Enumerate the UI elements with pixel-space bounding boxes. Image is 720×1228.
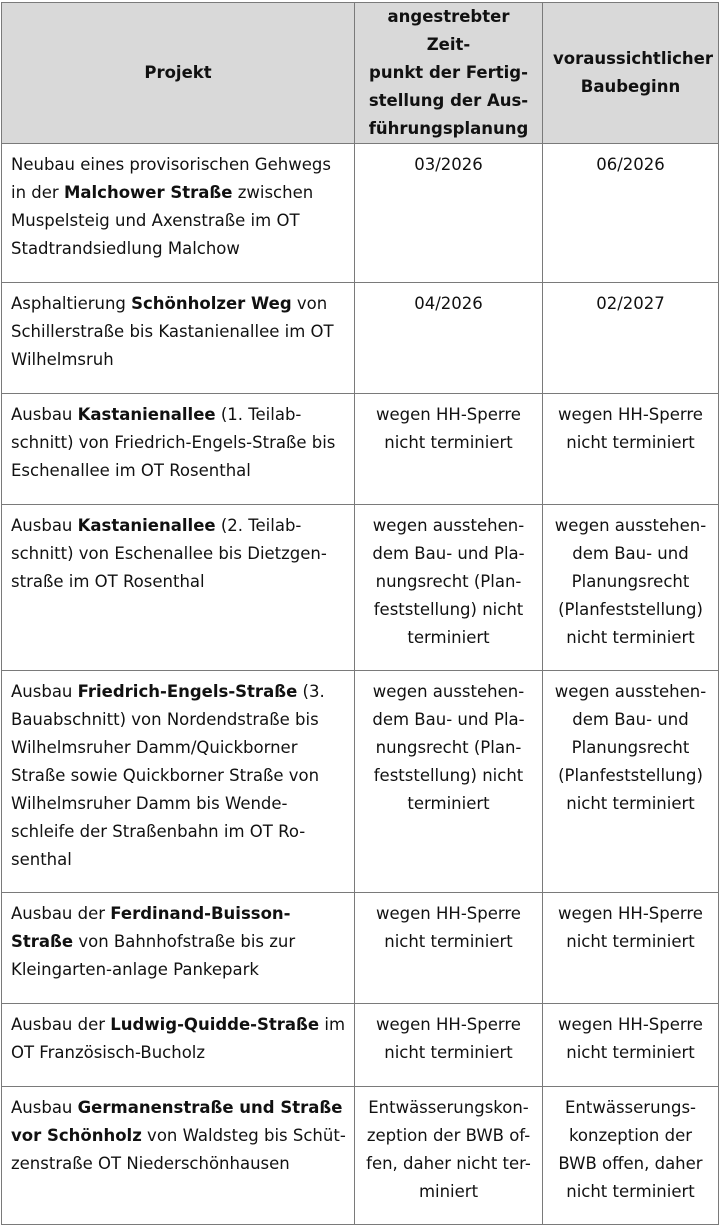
completion-cell: wegen HH-Sperre nicht terminiert [355, 394, 543, 505]
construction-cell: Entwässerungs-konzeption der BWB offen, daher nicht terminiert [543, 1087, 719, 1225]
header-project: Projekt [2, 3, 355, 144]
street-name: Ludwig-Quidde-Straße [110, 1015, 320, 1034]
completion-cell: Entwässerungskon-zeption der BWB of-fen, daher nicht ter-miniert [355, 1087, 543, 1225]
street-name: Ferdinand-Buisson-Straße [11, 904, 291, 951]
construction-cell: wegen HH-Sperre nicht terminiert [543, 1004, 719, 1087]
project-cell: Ausbau Kastanienallee (1. Teilab-schnitt) von Friedrich-Engels-Straße bis Eschenallee im OT Rosenthal [2, 394, 355, 505]
header-construction: voraussichtlicher Baubeginn [543, 3, 719, 144]
table-row [2, 1004, 719, 1087]
project-cell: Ausbau der Ferdinand-Buisson-Straße von Bahnhofstraße bis zur Kleingarten-anlage Pankepark [2, 893, 355, 1004]
construction-cell: 06/2026 [543, 144, 719, 283]
project-cell: Ausbau Friedrich-Engels-Straße (3. Bauabschnitt) von Nordendstraße bis Wilhelmsruher Damm/Quickborner Straße sowie Quickborner Straße von Wilhelmsruher Damm bis Wende-schleife der Straßenbahn im OT Ro-senthal [2, 671, 355, 893]
project-cell: Ausbau Kastanienallee (2. Teilab-schnitt) von Eschenallee bis Dietzgen-straße im OT Rosenthal [2, 505, 355, 671]
table-row [2, 893, 719, 1004]
table-row [2, 144, 719, 283]
street-name: Kastanienallee [77, 405, 216, 424]
table-row [2, 394, 719, 505]
header-row [2, 3, 719, 144]
completion-cell: wegen HH-Sperre nicht terminiert [355, 893, 543, 1004]
construction-cell: 02/2027 [543, 283, 719, 394]
project-cell: Neubau eines provisorischen Gehwegs in der Malchower Straße zwischen Muspelsteig und Axenstraße im OT Stadtrandsiedlung Malchow [2, 144, 355, 283]
completion-cell: wegen HH-Sperre nicht terminiert [355, 1004, 543, 1087]
street-name: Friedrich-Engels-Straße [77, 682, 298, 701]
table-row [2, 1087, 719, 1225]
table-row [2, 505, 719, 671]
construction-cell: wegen ausstehen-dem Bau- und Planungsrecht (Planfeststellung) nicht terminiert [543, 505, 719, 671]
street-name: Kastanienallee [77, 516, 216, 535]
project-cell: Asphaltierung Schönholzer Weg von Schillerstraße bis Kastanienallee im OT Wilhelmsruh [2, 283, 355, 394]
completion-cell: 04/2026 [355, 283, 543, 394]
construction-cell: wegen ausstehen-dem Bau- und Planungsrecht (Planfeststellung) nicht terminiert [543, 671, 719, 893]
completion-cell: 03/2026 [355, 144, 543, 283]
projects-table [1, 2, 719, 1225]
construction-cell: wegen HH-Sperre nicht terminiert [543, 893, 719, 1004]
completion-cell: wegen ausstehen-dem Bau- und Pla-nungsrecht (Plan-feststellung) nicht terminiert [355, 505, 543, 671]
project-cell: Ausbau der Ludwig-Quidde-Straße im OT Französisch-Bucholz [2, 1004, 355, 1087]
completion-cell: wegen ausstehen-dem Bau- und Pla-nungsrecht (Plan-feststellung) nicht terminiert [355, 671, 543, 893]
project-cell: Ausbau Germanenstraße und Straße vor Schönholz von Waldsteg bis Schüt-zenstraße OT Niederschönhausen [2, 1087, 355, 1225]
street-name: Schönholzer Weg [131, 294, 292, 313]
header-completion: angestrebter Zeit- punkt der Fertig- stellung der Aus- führungsplanung [355, 3, 543, 144]
construction-cell: wegen HH-Sperre nicht terminiert [543, 394, 719, 505]
table-row [2, 671, 719, 893]
street-name: Germanenstraße und Straße vor Schönholz [11, 1098, 343, 1145]
street-name: Malchower Straße [63, 183, 233, 202]
table-row [2, 283, 719, 394]
